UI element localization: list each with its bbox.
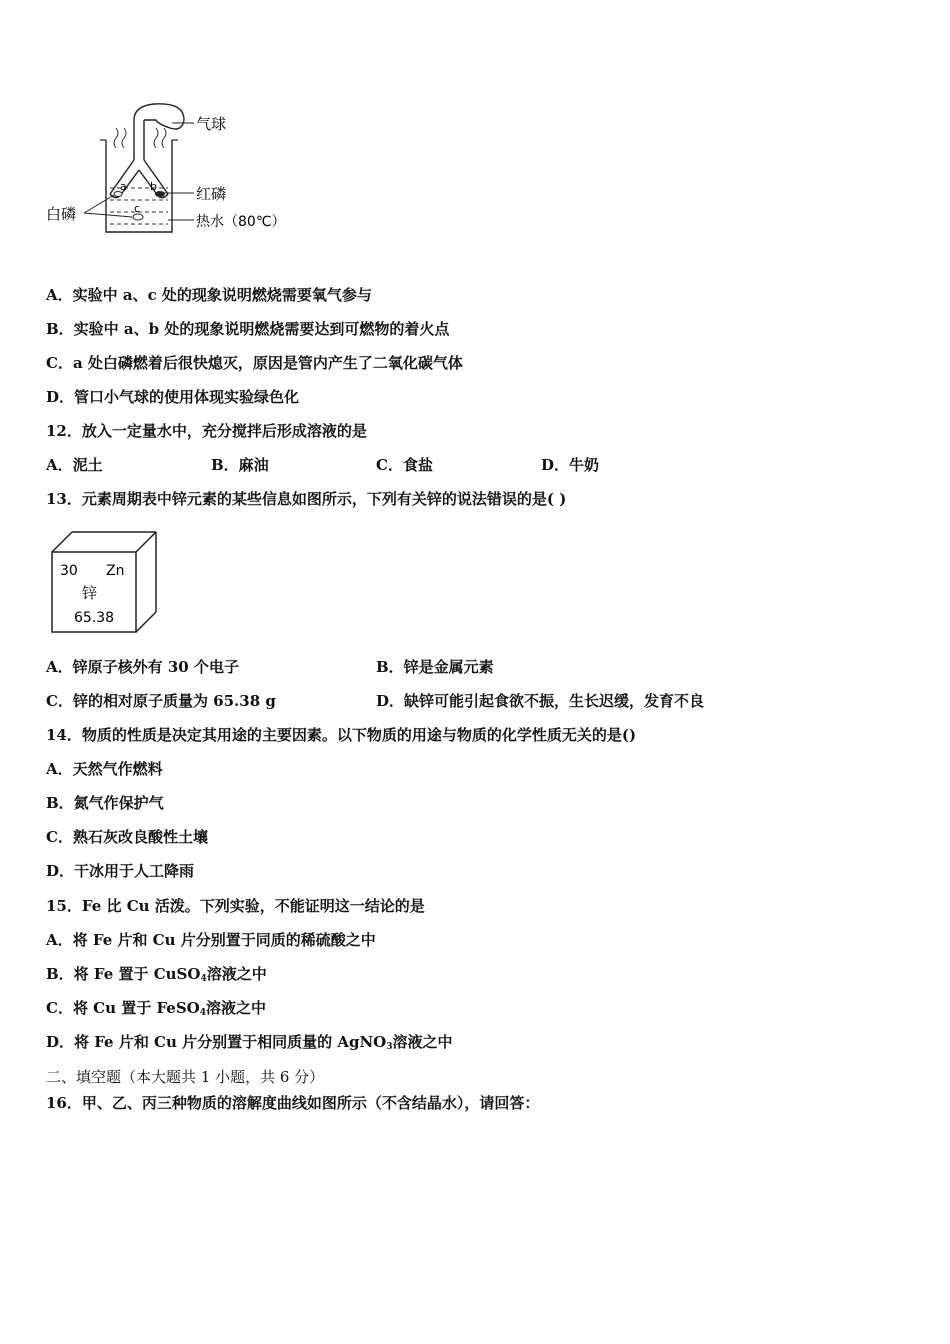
hot-water-label: 热水（80℃） [196,214,286,230]
atomic-mass: 65.38 [74,610,115,626]
q14-stem: 14．物质的性质是决定其用途的主要因素。以下物质的用途与物质的化学性质无关的是() [46,726,637,744]
label-a: a [120,180,127,193]
q11-option-b: B．实验中 a、b 处的现象说明燃烧需要达到可燃物的着火点 [46,320,450,338]
q11-option-d: D．管口小气球的使用体现实验绿色化 [46,388,300,406]
q14-option-c: C．熟石灰改良酸性土壤 [46,828,208,846]
label-c: c [134,202,141,215]
y-shaped-tube [110,120,168,198]
q12-stem: 12．放入一定量水中，充分搅拌后形成溶液的是 [46,422,367,440]
q12-option-b: B．麻油 [211,456,269,474]
label-b: b [150,180,157,193]
balloon-label: 气球 [196,115,227,133]
q15-option-b: B．将 Fe 置于 CuSO$_4$溶液之中 [46,965,267,984]
q14-option-a: A．天然气作燃料 [46,760,163,778]
q12-option-a: A．泥土 [46,456,103,474]
q12-option-d: D．牛奶 [541,456,600,474]
element-name: 锌 [82,584,98,602]
q12-option-c: C．食盐 [376,456,433,474]
q13-option-a: A．锌原子核外有 30 个电子 [46,658,239,676]
element-symbol: Zn [106,563,125,579]
q13-stem: 13．元素周期表中锌元素的某些信息如图所示，下列有关锌的说法错误的是( ) [46,490,567,508]
combustion-experiment-diagram [44,100,304,240]
q13-option-d: D．缺锌可能引起食欲不振，生长迟缓，发育不良 [376,692,705,710]
q14-option-b: B．氮气作保护气 [46,794,164,812]
q15-option-c: C．将 Cu 置于 FeSO$_4$溶液之中 [46,999,267,1018]
q15-stem: 15．Fe 比 Cu 活泼。下列实验，不能证明这一结论的是 [46,897,425,915]
q16-stem: 16．甲、乙、丙三种物质的溶解度曲线如图所示（不含结晶水），请回答： [46,1094,540,1112]
section-heading: 二、填空题（本大题共 1 小题，共 6 分） [46,1068,325,1086]
q11-option-a: A．实验中 a、c 处的现象说明燃烧需要氧气参与 [46,286,372,304]
q15-option-a: A．将 Fe 片和 Cu 片分别置于同质的稀硫酸之中 [46,931,376,949]
red-phosphorus-label: 红磷 [196,185,227,203]
q13-option-b: B．锌是金属元素 [376,658,494,676]
atomic-number: 30 [60,563,78,579]
white-phosphorus-label: 白磷 [46,205,77,223]
balloon-icon [134,104,184,129]
q14-option-d: D．干冰用于人工降雨 [46,862,195,880]
steam-icon [114,128,166,148]
q15-option-d: D．将 Fe 片和 Cu 片分别置于相同质量的 AgNO$_3$溶液之中 [46,1033,453,1052]
q11-option-c: C．a 处白磷燃着后很快熄灭，原因是管内产生了二氧化碳气体 [46,354,463,372]
q13-option-c: C．锌的相对原子质量为 65.38 g [46,692,276,710]
zinc-element-card [48,528,162,638]
